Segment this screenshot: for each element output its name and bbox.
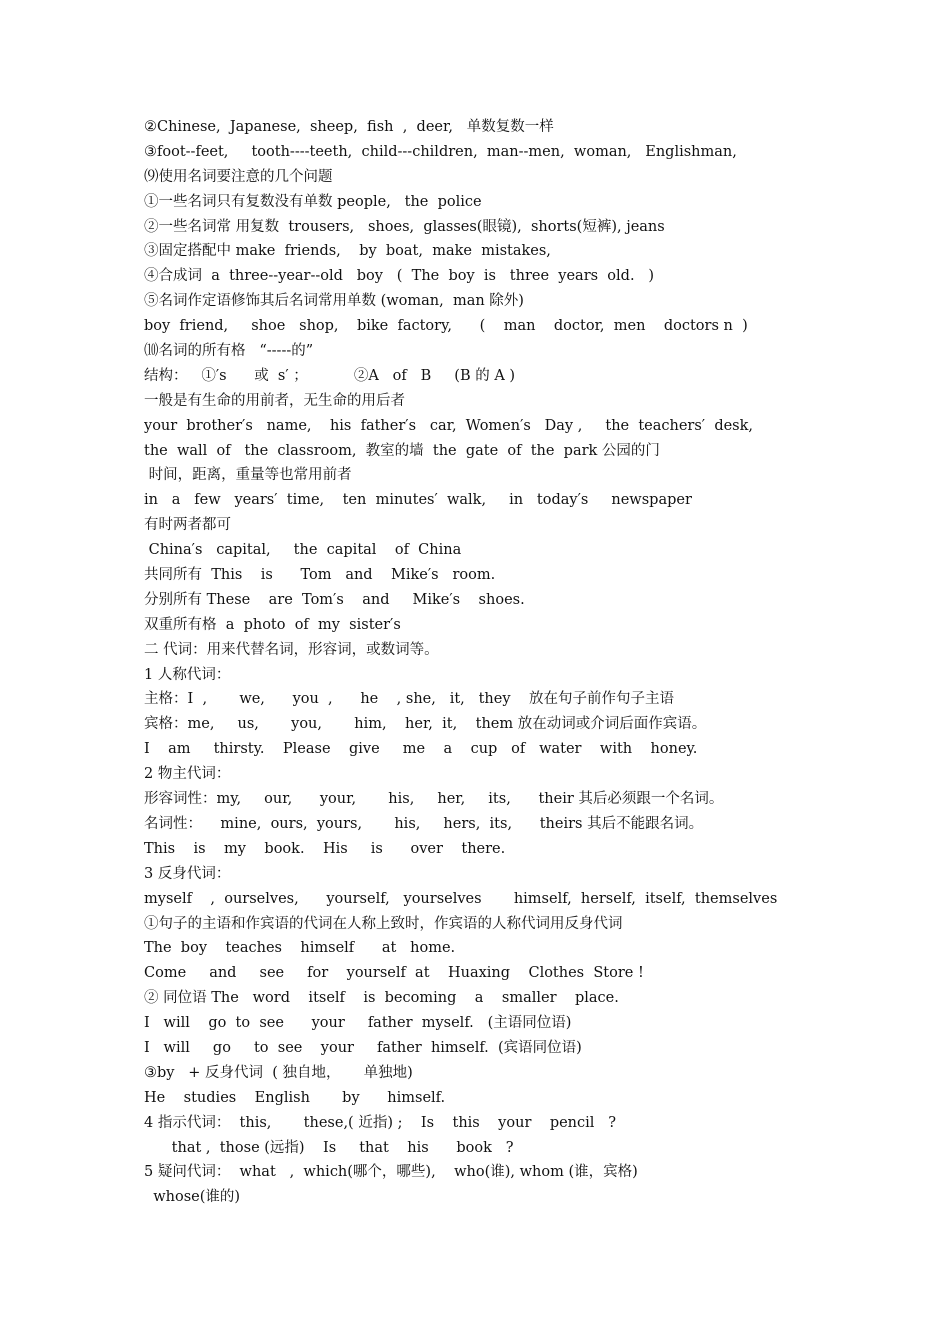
text-line: 名词性： mine, ours, yours, his, hers, its, theirs 其后不能跟名词。 (144, 815, 704, 832)
text-line: myself , ourselves, yourself, yourselves himself, herself, itself, themselves (144, 890, 778, 907)
text-line: 3 反身代词： (144, 865, 231, 882)
text-line: 4 指示代词： this, these,( 近指) ; Is this your pencil ? (144, 1114, 617, 1131)
text-line: 双重所有格 a photo of my sister′s (144, 616, 401, 633)
text-line: 一般是有生命的用前者，无生命的用后者 (144, 392, 405, 409)
text-line: ①一些名词只有复数没有单数 people, the police (144, 193, 482, 210)
text-line: ⑤名词作定语修饰其后名词常用单数 (woman, man 除外) (144, 293, 524, 310)
text-line: I am thirsty. Please give me a cup of water with honey. (144, 741, 698, 758)
text-line: ②一些名词常 用复数 trousers, shoes, glasses(眼镜), shorts(短裤), jeans (144, 218, 665, 235)
text-line: He studies English by himself. (144, 1089, 446, 1106)
text-line: 形容词性：my, our, your, his, her, its, their 其后必须跟一个名词。 (144, 791, 724, 808)
text-line: 2 物主代词： (144, 766, 231, 783)
text-line: ③foot--feet, tooth----teeth, child---children, man--men, woman, Englishman, (144, 143, 737, 160)
text-line: ② 同位语 The word itself is becoming a smaller place. (144, 990, 619, 1007)
text-line: 二 代词：用来代替名词，形容词，或数词等。 (144, 641, 439, 658)
text-line: ②Chinese, Japanese, sheep, fish , deer, 单数复数一样 (144, 119, 554, 135)
text-line: Come and see for yourself at Huaxing Clothes Store ! (144, 965, 644, 982)
text-line: I will go to see your father himself. (宾语同位语) (144, 1039, 582, 1056)
text-line: 结构： ①′s 或 s′ ； ②A of B (B 的 A ) (144, 367, 516, 384)
text-line: in a few years′ time, ten minutes′ walk, in today′s newspaper (144, 492, 692, 509)
text-line: 分别所有 These are Tom′s and Mike′s shoes. (144, 591, 525, 608)
text-line: the wall of the classroom, 教室的墙 the gate of the park 公园的门 (144, 442, 660, 459)
text-line: 时间，距离，重量等也常用前者 (144, 467, 352, 484)
text-line: ①句子的主语和作宾语的代词在人称上致时，作宾语的人称代词用反身代词 (144, 915, 623, 932)
text-line: 宾格：me, us, you, him, her, it, them 放在动词或介词后面作宾语。 (144, 716, 707, 733)
text-line: boy friend, shoe shop, bike factory, ( man doctor, men doctors n ) (144, 318, 748, 335)
text-line: whose(谁的) (144, 1189, 241, 1206)
text-line: your brother′s name, his father′s car, Women′s Day , the teachers′ desk, (144, 417, 754, 434)
text-line: 主格：I , we, you , he , she, it, they 放在句子前作句子主语 (144, 691, 674, 708)
text-line: 共同所有 This is Tom and Mike′s room. (144, 567, 496, 584)
text-line: ⑽名词的所有格 “-----的” (144, 343, 314, 360)
text-line: ③by + 反身代词 ( 独自地， 单独地) (144, 1064, 413, 1081)
text-line: 1 人称代词： (144, 666, 231, 683)
text-line: 5 疑问代词： what , which(哪个，哪些), who(谁), whom (谁，宾格) (144, 1164, 638, 1181)
text-line: ⑼使用名词要注意的几个问题 (144, 168, 333, 185)
text-line: 有时两者都可 (144, 517, 231, 534)
text-line: ④合成词 a three--year--old boy ( The boy is three years old. ) (144, 268, 655, 285)
text-line: ③固定搭配中 make friends, by boat, make mistakes, (144, 243, 551, 260)
text-line: that , those (远指) Is that his book ? (144, 1139, 514, 1156)
text-line: This is my book. His is over there. (144, 840, 506, 857)
text-line: The boy teaches himself at home. (144, 940, 456, 957)
document-body (144, 115, 904, 1210)
text-line: I will go to see your father myself. (主语同位语) (144, 1015, 572, 1032)
text-line: China′s capital, the capital of China (144, 542, 462, 559)
